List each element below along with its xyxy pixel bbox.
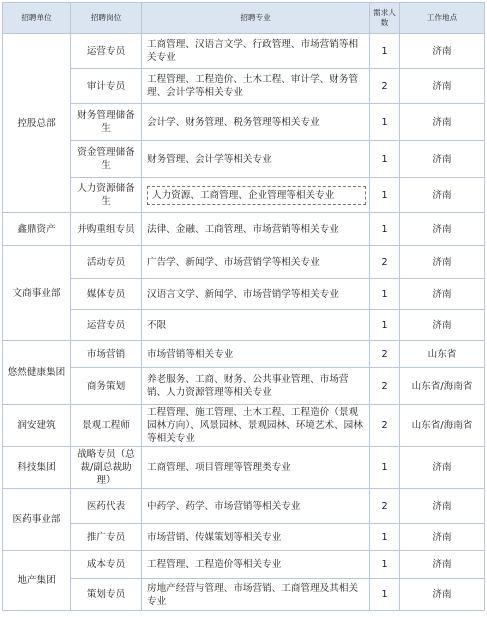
unit-cell: 文商事业部 bbox=[3, 246, 71, 341]
count-cell: 1 bbox=[370, 551, 400, 579]
location-cell: 济南 bbox=[400, 34, 485, 69]
major-cell: 中药学、药学、市场营销等相关专业 bbox=[142, 489, 370, 524]
header-location: 工作地点 bbox=[400, 3, 485, 34]
table-row bbox=[3, 213, 485, 246]
position-cell: 活动专员 bbox=[71, 246, 142, 279]
table-row bbox=[3, 551, 485, 579]
unit-cell: 润安建筑 bbox=[3, 405, 71, 447]
table-row bbox=[3, 34, 485, 69]
location-cell: 济南 bbox=[400, 69, 485, 104]
location-cell: 济南 bbox=[400, 141, 485, 178]
count-cell: 2 bbox=[370, 69, 400, 104]
major-cell: 市场营销、传媒策划等相关专业 bbox=[142, 524, 370, 551]
location-cell: 山东省/海南省 bbox=[400, 368, 485, 405]
header-unit: 招聘单位 bbox=[3, 3, 71, 34]
position-cell: 媒体专员 bbox=[71, 279, 142, 310]
position-cell: 审计专员 bbox=[71, 69, 142, 104]
location-cell: 济南 bbox=[400, 489, 485, 524]
count-cell: 2 bbox=[370, 405, 400, 447]
position-cell: 策划专员 bbox=[71, 579, 142, 611]
position-cell: 成本专员 bbox=[71, 551, 142, 579]
major-cell: 工程管理、工程造价等相关专业 bbox=[142, 551, 370, 579]
table-row bbox=[3, 178, 485, 213]
table-body bbox=[3, 34, 485, 611]
position-cell: 推广专员 bbox=[71, 524, 142, 551]
position-cell: 运营专员 bbox=[71, 34, 142, 69]
position-cell: 市场营销 bbox=[71, 341, 142, 368]
location-cell: 济南 bbox=[400, 213, 485, 246]
count-cell: 2 bbox=[370, 341, 400, 368]
count-cell: 2 bbox=[370, 368, 400, 405]
unit-cell: 悠然健康集团 bbox=[3, 341, 71, 405]
location-cell: 济南 bbox=[400, 279, 485, 310]
major-cell: 养老服务、工商、财务、公共事业管理、市场营销、人力资源管理等相关专业 bbox=[142, 368, 370, 405]
count-cell: 1 bbox=[370, 579, 400, 611]
major-cell bbox=[142, 178, 370, 213]
table-row bbox=[3, 279, 485, 310]
location-cell: 山东省/海南省 bbox=[400, 405, 485, 447]
major-cell: 房地产经营与管理、市场营销、工商管理及其相关专业 bbox=[142, 579, 370, 611]
location-cell: 济南 bbox=[400, 579, 485, 611]
major-cell: 法律、金融、工商管理、市场营销等相关专业 bbox=[142, 213, 370, 246]
major-cell: 工商管理、项目管理等管理类专业 bbox=[142, 447, 370, 489]
table-row bbox=[3, 524, 485, 551]
table-row bbox=[3, 368, 485, 405]
table-row bbox=[3, 104, 485, 141]
count-cell: 1 bbox=[370, 213, 400, 246]
table-row bbox=[3, 310, 485, 341]
major-cell: 广告学、新闻学、市场营销学等相关专业 bbox=[142, 246, 370, 279]
table-row bbox=[3, 141, 485, 178]
unit-cell: 科技集团 bbox=[3, 447, 71, 489]
major-cell: 市场营销等相关专业 bbox=[142, 341, 370, 368]
count-cell: 1 bbox=[370, 310, 400, 341]
count-cell: 1 bbox=[370, 524, 400, 551]
major-cell: 工程管理、施工管理、土木工程、工程造价（景观园林方向）、风景园林、景观园林、环境艺术、园林等相关专业 bbox=[142, 405, 370, 447]
position-cell: 财务管理储备生 bbox=[71, 104, 142, 141]
selection-box: 人力资源、工商管理、企业管理等相关专业 bbox=[147, 186, 366, 205]
count-cell: 1 bbox=[370, 104, 400, 141]
unit-cell: 地产集团 bbox=[3, 551, 71, 611]
count-cell: 1 bbox=[370, 279, 400, 310]
position-cell: 医药代表 bbox=[71, 489, 142, 524]
table-row bbox=[3, 246, 485, 279]
location-cell: 济南 bbox=[400, 447, 485, 489]
position-cell: 商务策划 bbox=[71, 368, 142, 405]
unit-cell: 控股总部 bbox=[3, 34, 71, 213]
location-cell: 济南 bbox=[400, 310, 485, 341]
table-row bbox=[3, 489, 485, 524]
major-cell: 汉语言文学、新闻学、市场营销学等相关专业 bbox=[142, 279, 370, 310]
location-cell: 济南 bbox=[400, 246, 485, 279]
header-row bbox=[3, 3, 485, 34]
table-row bbox=[3, 447, 485, 489]
count-cell: 1 bbox=[370, 178, 400, 213]
major-cell: 财务管理、会计学等相关专业 bbox=[142, 141, 370, 178]
unit-cell: 医药事业部 bbox=[3, 489, 71, 551]
location-cell: 济南 bbox=[400, 524, 485, 551]
major-cell: 不限 bbox=[142, 310, 370, 341]
unit-cell: 鑫鼎资产 bbox=[3, 213, 71, 246]
position-cell: 人力资源储备生 bbox=[71, 178, 142, 213]
major-cell: 工程管理、工程造价、土木工程、审计学、财务管理、会计学等相关专业 bbox=[142, 69, 370, 104]
major-cell: 工商管理、汉语言文学、行政管理、市场营销等相关专业 bbox=[142, 34, 370, 69]
header-major: 招聘专业 bbox=[142, 3, 370, 34]
count-cell: 2 bbox=[370, 246, 400, 279]
position-cell: 资金管理储备生 bbox=[71, 141, 142, 178]
count-cell: 1 bbox=[370, 447, 400, 489]
location-cell: 山东省 bbox=[400, 341, 485, 368]
count-cell: 1 bbox=[370, 34, 400, 69]
position-cell: 并购重组专员 bbox=[71, 213, 142, 246]
recruitment-table bbox=[2, 2, 485, 611]
table-row bbox=[3, 405, 485, 447]
count-cell: 1 bbox=[370, 141, 400, 178]
position-cell: 战略专员（总裁/副总裁助理） bbox=[71, 447, 142, 489]
position-cell: 景观工程师 bbox=[71, 405, 142, 447]
table-row bbox=[3, 579, 485, 611]
count-cell: 2 bbox=[370, 489, 400, 524]
location-cell: 济南 bbox=[400, 551, 485, 579]
table-row bbox=[3, 341, 485, 368]
location-cell: 济南 bbox=[400, 178, 485, 213]
position-cell: 运营专员 bbox=[71, 310, 142, 341]
header-count: 需求人数 bbox=[370, 3, 400, 34]
header-position: 招聘岗位 bbox=[71, 3, 142, 34]
table-row bbox=[3, 69, 485, 104]
major-cell: 会计学、财务管理、税务管理等相关专业 bbox=[142, 104, 370, 141]
location-cell: 济南 bbox=[400, 104, 485, 141]
